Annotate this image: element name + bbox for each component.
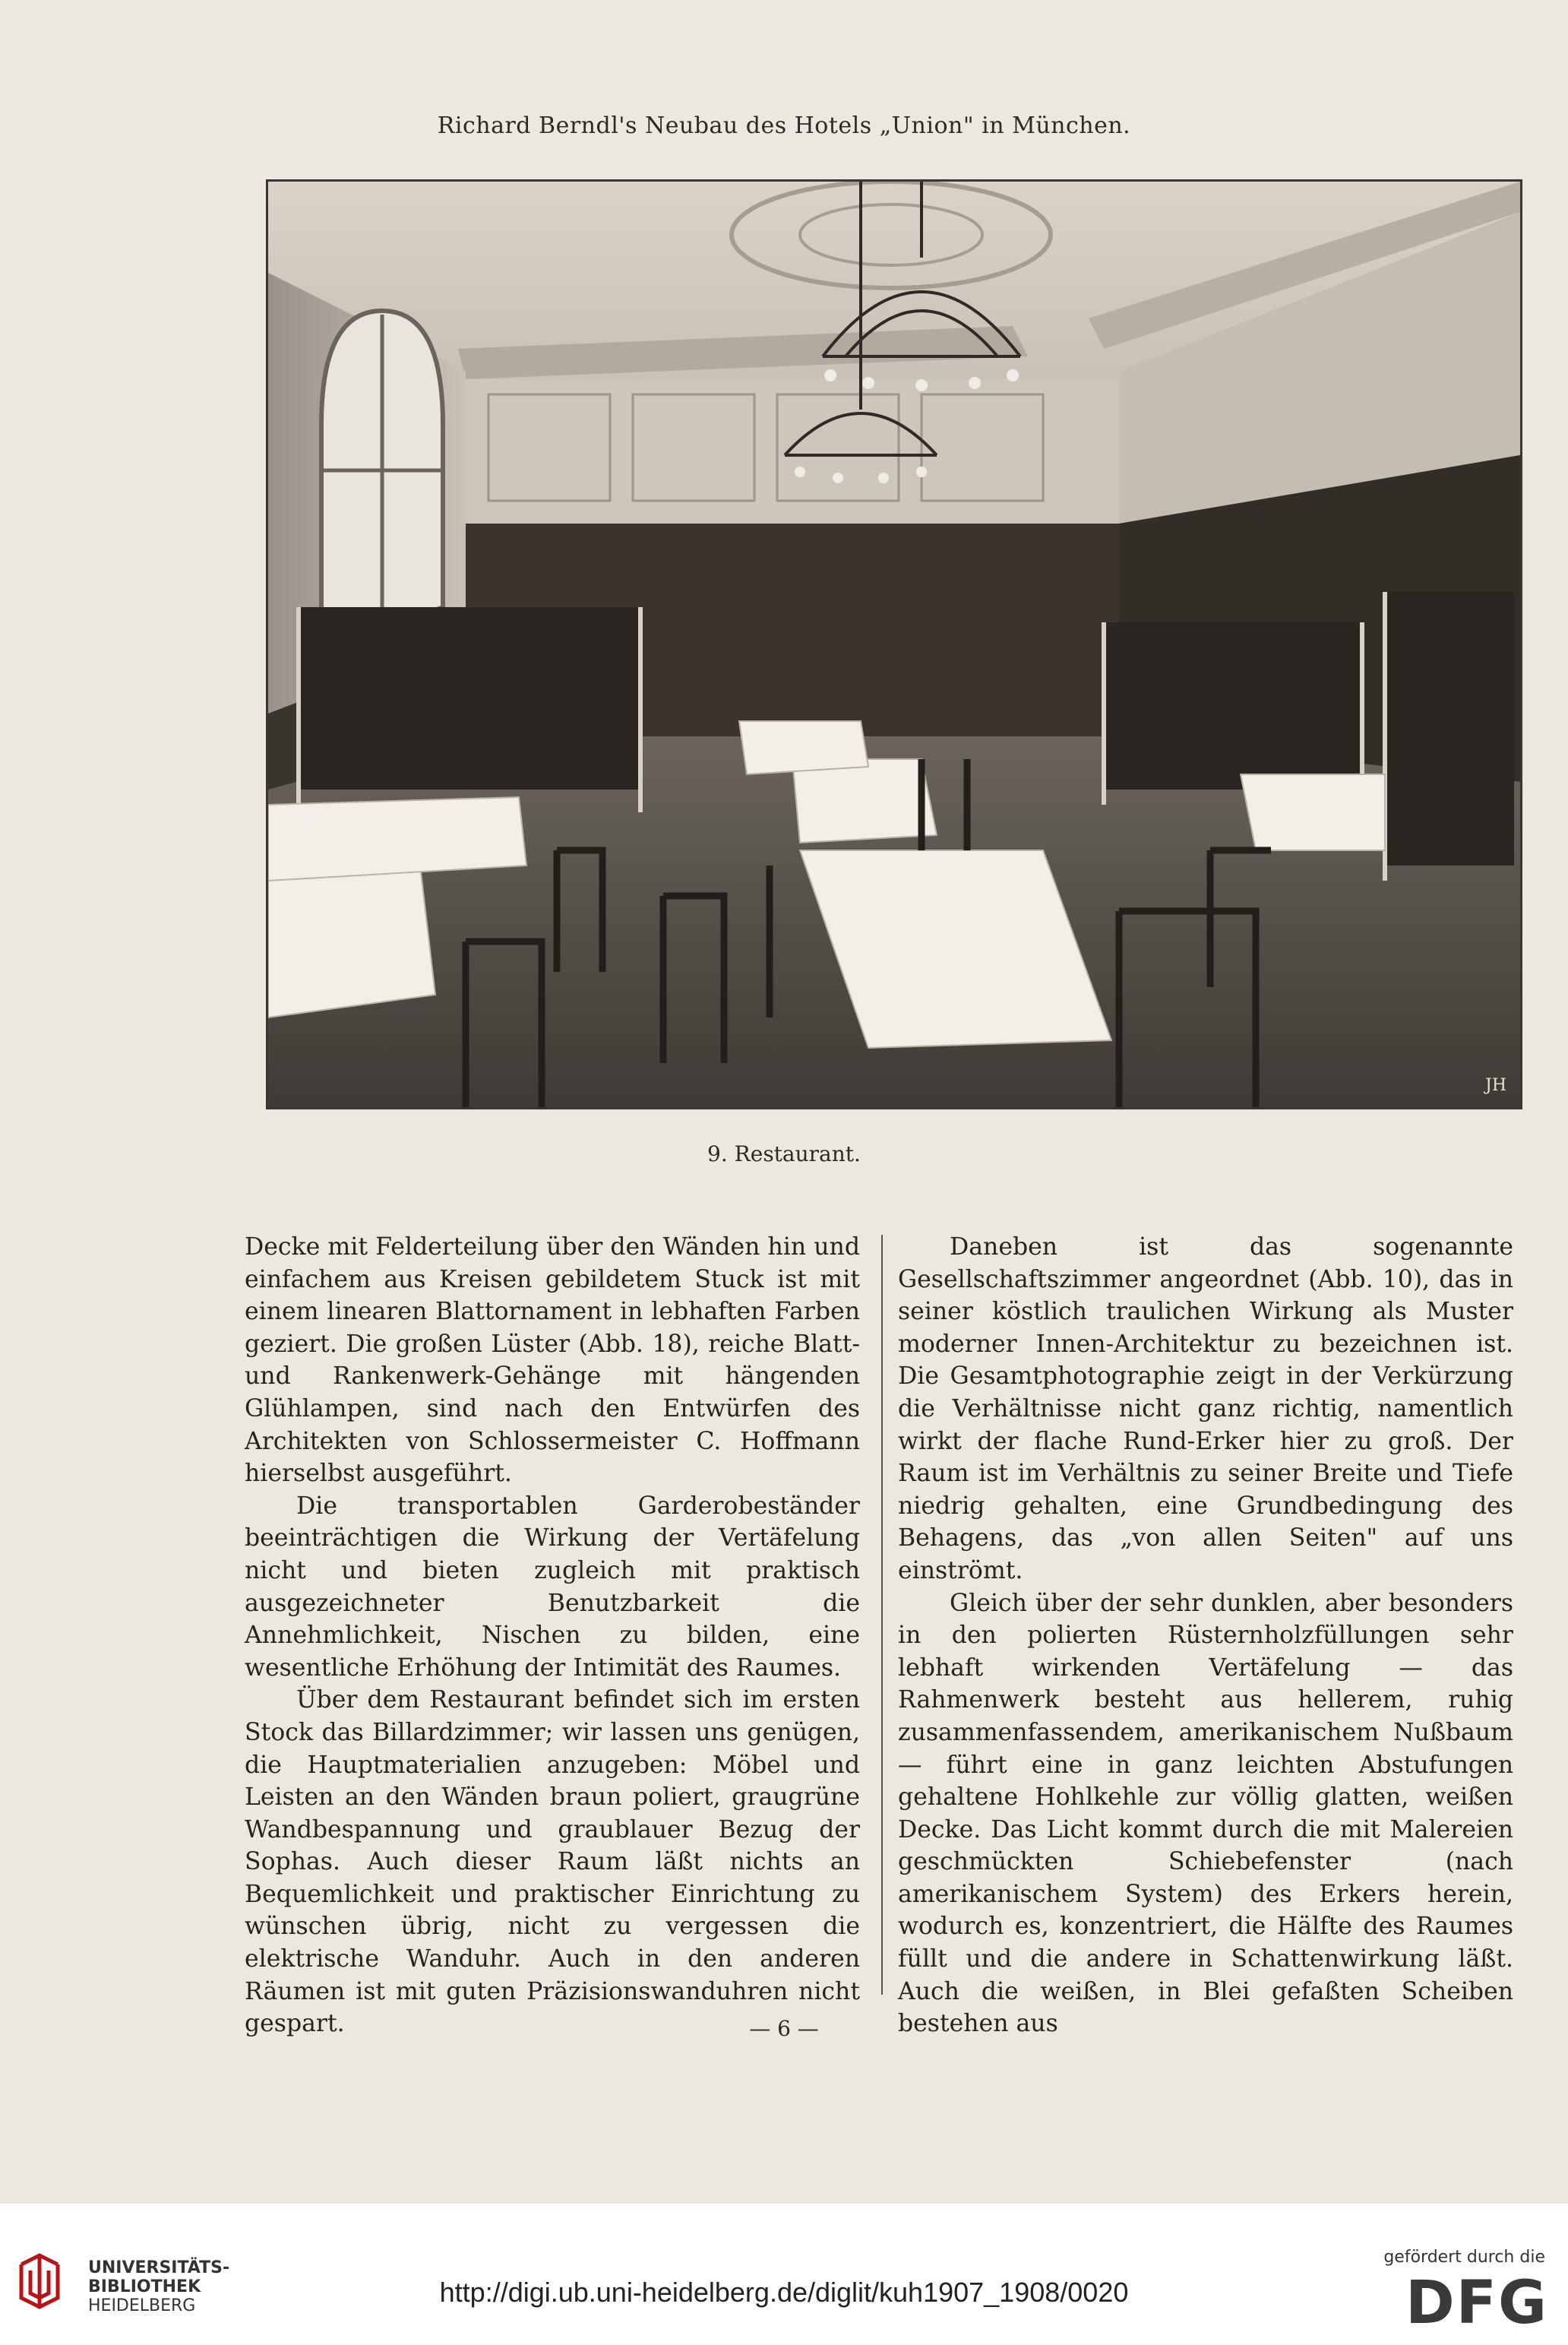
paragraph: Decke mit Felderteilung über den Wänden hin und einfachem aus Kreisen gebildetem Stuck ist mit einem linearen Blattornament in lebhaften Farben geziert. Die großen Lüster (Abb. 18), reiche Blatt- und Rankenwerk-Gehänge mit hängenden Glühlampen, sind nach den Entwürfen des Architekten von Schlossermeister C. Hoffmann hierselbst ausgeführt. [245,1233,860,1488]
running-header: Richard Berndl's Neubau des Hotels „Union" in München. [437,112,1131,139]
figure-caption: 9. Restaurant. [707,1141,861,1166]
paragraph: Daneben ist das sogenannte Gesellschaftszimmer angeordnet (Abb. 10), das in seiner köstlich traulichen Wirkung als Muster moderner Innen-Architektur zu bezeichnen ist. Die Gesamtphotographie zeigt in der Verkürzung die Verhältnisse nicht ganz richtig, namentlich wirkt der flache Rund-Erker hier zu groß. Der Raum ist im Verhältnis zu seiner Breite und Tiefe niedrig gehalten, eine Grundbedingung des Behagens, das „von allen Seiten" auf uns einströmt. [898,1233,1513,1584]
paragraph: Gleich über der sehr dunklen, aber besonders in den polierten Rüsternholzfüllungen sehr lebhaft wirkenden Vertäfelung — das Rahmenwerk besteht aus hellerem, ruhig zusammenfassendem, amerikanischem Nußbaum — führt eine in ganz leichten Abstufungen gehaltene Hohlkehle zur völlig glatten, weißen Decke. Das Licht kommt durch die mit Malereien geschmückten Schiebefenster (nach amerikanischem System) des Erkers herein, wodurch es, konzentriert, die Hälfte des Raumes füllt und die andere in Schattenwirkung läßt. Auch die weißen, in Blei gefaßten Scheiben bestehen aus [898,1589,1513,2038]
column-divider [881,1235,883,1995]
digitization-footer [0,2204,1568,2345]
page-number: — 6 — [749,2016,819,2041]
institution-line: UNIVERSITÄTS- [88,2258,230,2277]
text-column-right [898,1231,1513,2040]
paragraph: Die transportablen Garderobeständer beeinträchtigen die Wirkung der Vertäfelung nicht und bieten zugleich mit praktisch ausgezeichneter Benutzbarkeit die Annehmlichkeit, Nischen zu bilden, eine wesentliche Erhöhung der Intimität des Raumes. [245,1492,860,1682]
institution-line: HEIDELBERG [88,2296,196,2315]
source-url-link[interactable]: http://digi.ub.uni-heidelberg.de/diglit/kuh1907_1908/0020 [439,2277,1129,2308]
dfg-logo: DFG [1405,2269,1548,2337]
sponsor-label: gefördert durch die [1383,2248,1545,2267]
paragraph: Über dem Restaurant befindet sich im ersten Stock das Billardzimmer; wir lassen uns genügen, die Hauptmaterialien anzugeben: Möbel und Leisten an den Wänden braun poliert, graugrüne Wandbespannung und graublauer Bezug der Sophas. Auch dieser Raum läßt nichts an Bequemlichkeit und praktischer Einrichtung zu wünschen übrig, nicht zu vergessen die elektrische Wanduhr. Auch in den anderen Räumen ist mit guten Präzisionswanduhren nicht gespart. [245,1686,860,2038]
restaurant-photograph [266,179,1522,1109]
photo-monogram: JH [1485,1076,1507,1095]
text-column-left [245,1231,860,2040]
institution-line: BIBLIOTHEK [88,2277,201,2296]
restaurant-photo-illustration [268,182,1520,1107]
